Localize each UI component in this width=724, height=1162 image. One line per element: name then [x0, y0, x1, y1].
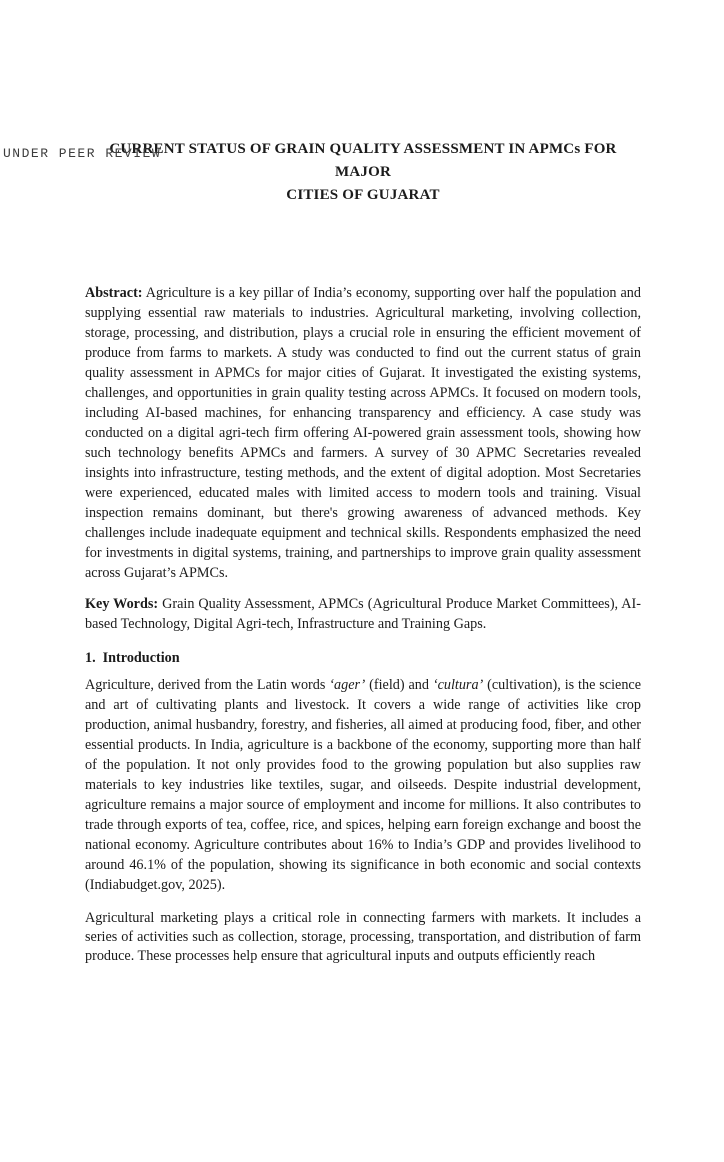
- section-heading-introduction: [85, 640, 641, 668]
- abstract-text: Agriculture is a key pillar of India’s economy, supporting over half the population and supplying essential raw materials to industries. Agricultural marketing, involving collection, storage, processing, and distribution, plays a crucial role in ensuring the efficient movement of produce from farms to markets. A study was conducted to find out the current status of grain quality assessment in APMCs for major cities of Gujarat. It investigated the existing systems, challenges, and opportunities in grain quality testing across APMCs. It focused on modern tools, including AI-based machines, for enhancing transparency and efficiency. A case study was conducted on a digital agri-tech firm offering AI-powered grain assessment tools, showing how such technology benefits APMCs and farmers. A survey of 30 APMC Secretaries revealed insights into infrastructure, testing methods, and the extent of digital adoption. Most Secretaries were experienced, educated males with limited access to modern tools and training. Visual inspection remains dominant, but there's growing awareness of advanced methods. Key challenges include inadequate equipment and technical skills. Respondents emphasized the need for investments in digital systems, training, and partnerships to improve grain quality assessment across Gujarat’s APMCs.: [85, 285, 641, 581]
- introduction-paragraph-2: Agricultural marketing plays a critical role in connecting farmers with markets. It includes a series of activities such as collection, storage, processing, transportation, and distribution of farm produce. These processes help ensure that agricultural inputs and outputs efficiently reach: [85, 910, 641, 964]
- paper-title: [85, 138, 641, 207]
- keywords-label: Key Words:: [85, 596, 159, 612]
- keywords-paragraph: [85, 594, 641, 634]
- latin-term-ager: ‘ager’: [329, 677, 366, 693]
- introduction-paragraph-1: [85, 675, 641, 895]
- keywords-text: Grain Quality Assessment, APMCs (Agricultural Produce Market Committees), AI-based Technology, Digital Agri-tech, Infrastructure and Training Gaps.: [85, 596, 642, 632]
- paper-title-line1: CURRENT STATUS OF GRAIN QUALITY ASSESSMENT IN APMCs FOR MAJOR: [109, 141, 617, 180]
- intro-para1-segment-3: (cultivation), is the science and art of cultivating plants and livestock. It covers a wide range of activities like crop production, animal husbandry, forestry, and fisheries, all aimed at producing food, fiber, and other essential products. In India, agriculture is a backbone of the economy, supporting more than half of the population. It not only provides food to the growing population but also supplies raw materials to key industries like textiles, sugar, and oilseeds. Despite industrial development, agriculture remains a major source of employment and income for millions. It also contributes to trade through exports of tea, coffee, rice, and spices, helping earn foreign exchange and boost the national economy. Agriculture contributes about 16% to India’s GDP and provides livelihood to around 46.1% of the population, showing its significance in both economic and social contexts (Indiabudget.gov, 2025).: [85, 677, 642, 893]
- intro-para1-segment-2: (field) and: [365, 677, 433, 693]
- section-heading-label: Introduction: [102, 650, 180, 666]
- section-number: 1.: [85, 650, 96, 666]
- document-page: [0, 138, 724, 1162]
- paper-title-line2: CITIES OF GUJARAT: [286, 187, 440, 203]
- latin-term-cultura: ‘cultura’: [432, 677, 484, 693]
- abstract-paragraph: [85, 283, 641, 583]
- peer-review-watermark: UNDER PEER REVIEW: [3, 146, 162, 161]
- abstract-label: Abstract:: [85, 285, 143, 301]
- intro-para1-segment-1: Agriculture, derived from the Latin words: [85, 677, 330, 693]
